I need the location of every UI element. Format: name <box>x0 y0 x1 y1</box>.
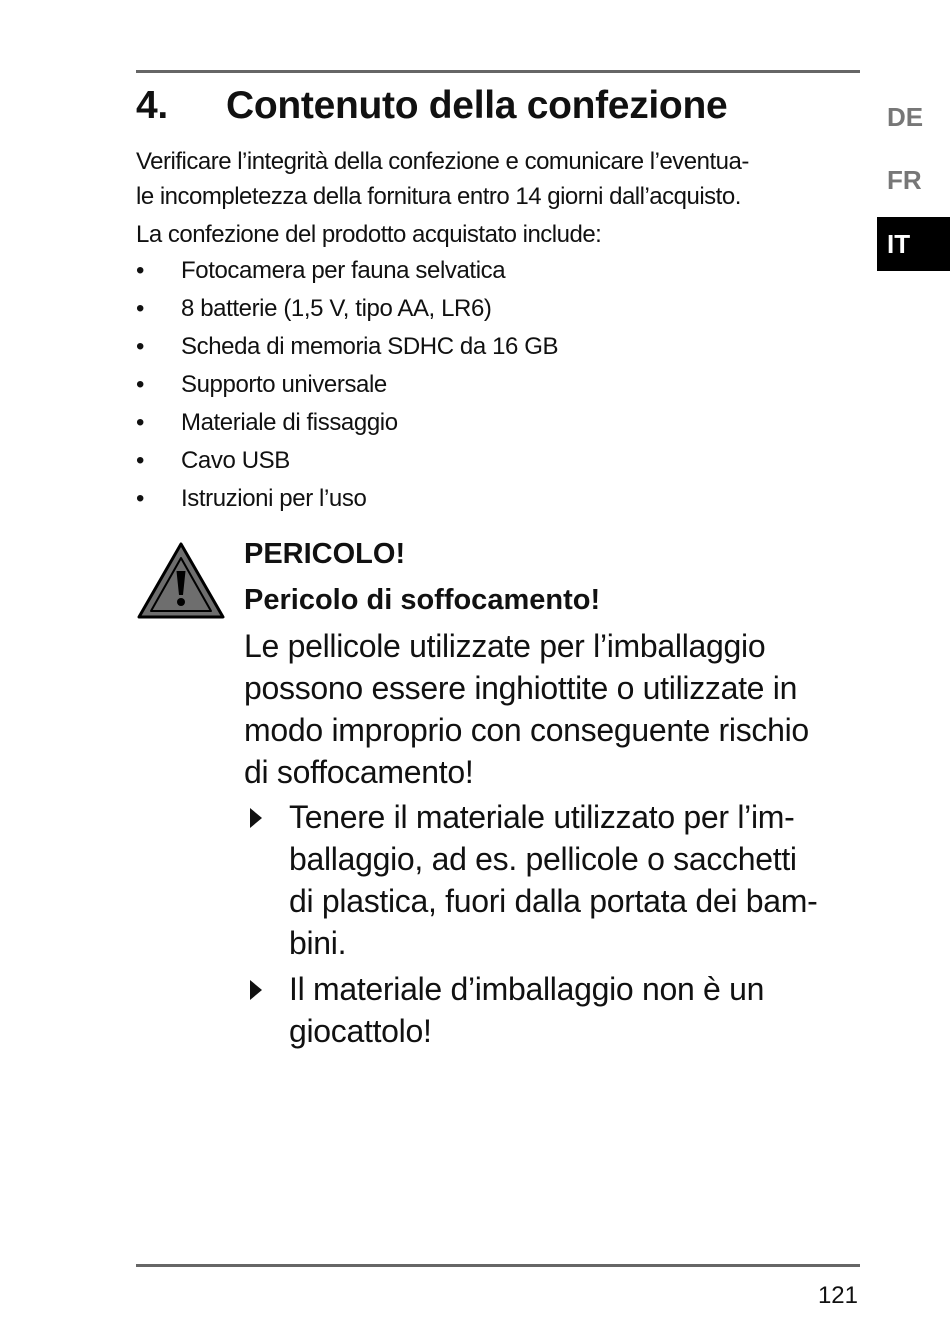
bullet: • <box>136 485 145 512</box>
bullet: • <box>136 333 145 360</box>
list-item-text: Supporto universale <box>181 371 387 398</box>
language-tab-fr[interactable] <box>877 153 950 207</box>
list-item <box>136 404 860 442</box>
instruction-line: Il materiale d’imballaggio non è un <box>289 971 765 1007</box>
signal-word: PERICOLO! <box>244 538 406 570</box>
list-item <box>136 290 860 328</box>
list-item-text: Materiale di fissaggio <box>181 409 398 436</box>
section-heading <box>136 84 866 128</box>
description-line: Le pellicole utilizzate per l’imballaggio <box>244 628 766 664</box>
bottom-rule <box>136 1264 860 1267</box>
hazard-description <box>244 625 864 793</box>
bullet: • <box>136 257 145 284</box>
warning-triangle-icon <box>136 541 226 620</box>
description-line: possono essere inghiottite o utilizzate in <box>244 670 798 706</box>
bullet: • <box>136 371 145 398</box>
top-rule <box>136 70 860 73</box>
language-tab-label: DE <box>887 102 924 132</box>
hazard-title: Pericolo di soffocamento! <box>244 584 601 616</box>
bullet: • <box>136 295 145 322</box>
page-number: 121 <box>817 1282 858 1309</box>
language-tab-it[interactable] <box>877 217 950 271</box>
arrow-right-icon <box>247 979 263 1001</box>
language-tab-label: FR <box>887 165 922 195</box>
language-tab-de[interactable] <box>877 90 950 144</box>
intro-text <box>136 144 860 252</box>
list-item <box>136 252 860 290</box>
language-tab-label: IT <box>887 229 911 259</box>
section-title: Contenuto della confezione <box>226 84 728 127</box>
instruction-line: bini. <box>289 925 347 961</box>
list-item <box>136 442 860 480</box>
instruction-line: di plastica, fuori dalla portata dei bam- <box>289 883 818 919</box>
list-item-text: Cavo USB <box>181 447 290 474</box>
list-item-text: Fotocamera per fauna selvatica <box>181 257 506 284</box>
bullet: • <box>136 409 145 436</box>
section-number: 4. <box>136 84 168 127</box>
intro-line: La confezione del prodotto acquistato include: <box>136 221 602 248</box>
package-contents-list <box>136 252 860 518</box>
description-line: modo improprio con conseguente rischio <box>244 712 809 748</box>
list-item <box>136 328 860 366</box>
list-item-text: 8 batterie (1,5 V, tipo AA, LR6) <box>181 295 492 322</box>
instruction-line: ballaggio, ad es. pellicole o sacchetti <box>289 841 797 877</box>
instruction-line: giocattolo! <box>289 1013 432 1049</box>
intro-line: le incompletezza della fornitura entro 14 giorni dall’acquisto. <box>136 183 741 210</box>
list-item <box>136 480 860 518</box>
list-item-text: Scheda di memoria SDHC da 16 GB <box>181 333 559 360</box>
instruction-line: Tenere il materiale utilizzato per l’im- <box>289 799 795 835</box>
description-line: di soffocamento! <box>244 754 474 790</box>
bullet: • <box>136 447 145 474</box>
arrow-right-icon <box>247 807 263 829</box>
list-item-text: Istruzioni per l’uso <box>181 485 367 512</box>
intro-line: Verificare l’integrità della confezione e comunicare l’eventua- <box>136 148 749 175</box>
list-item <box>136 366 860 404</box>
